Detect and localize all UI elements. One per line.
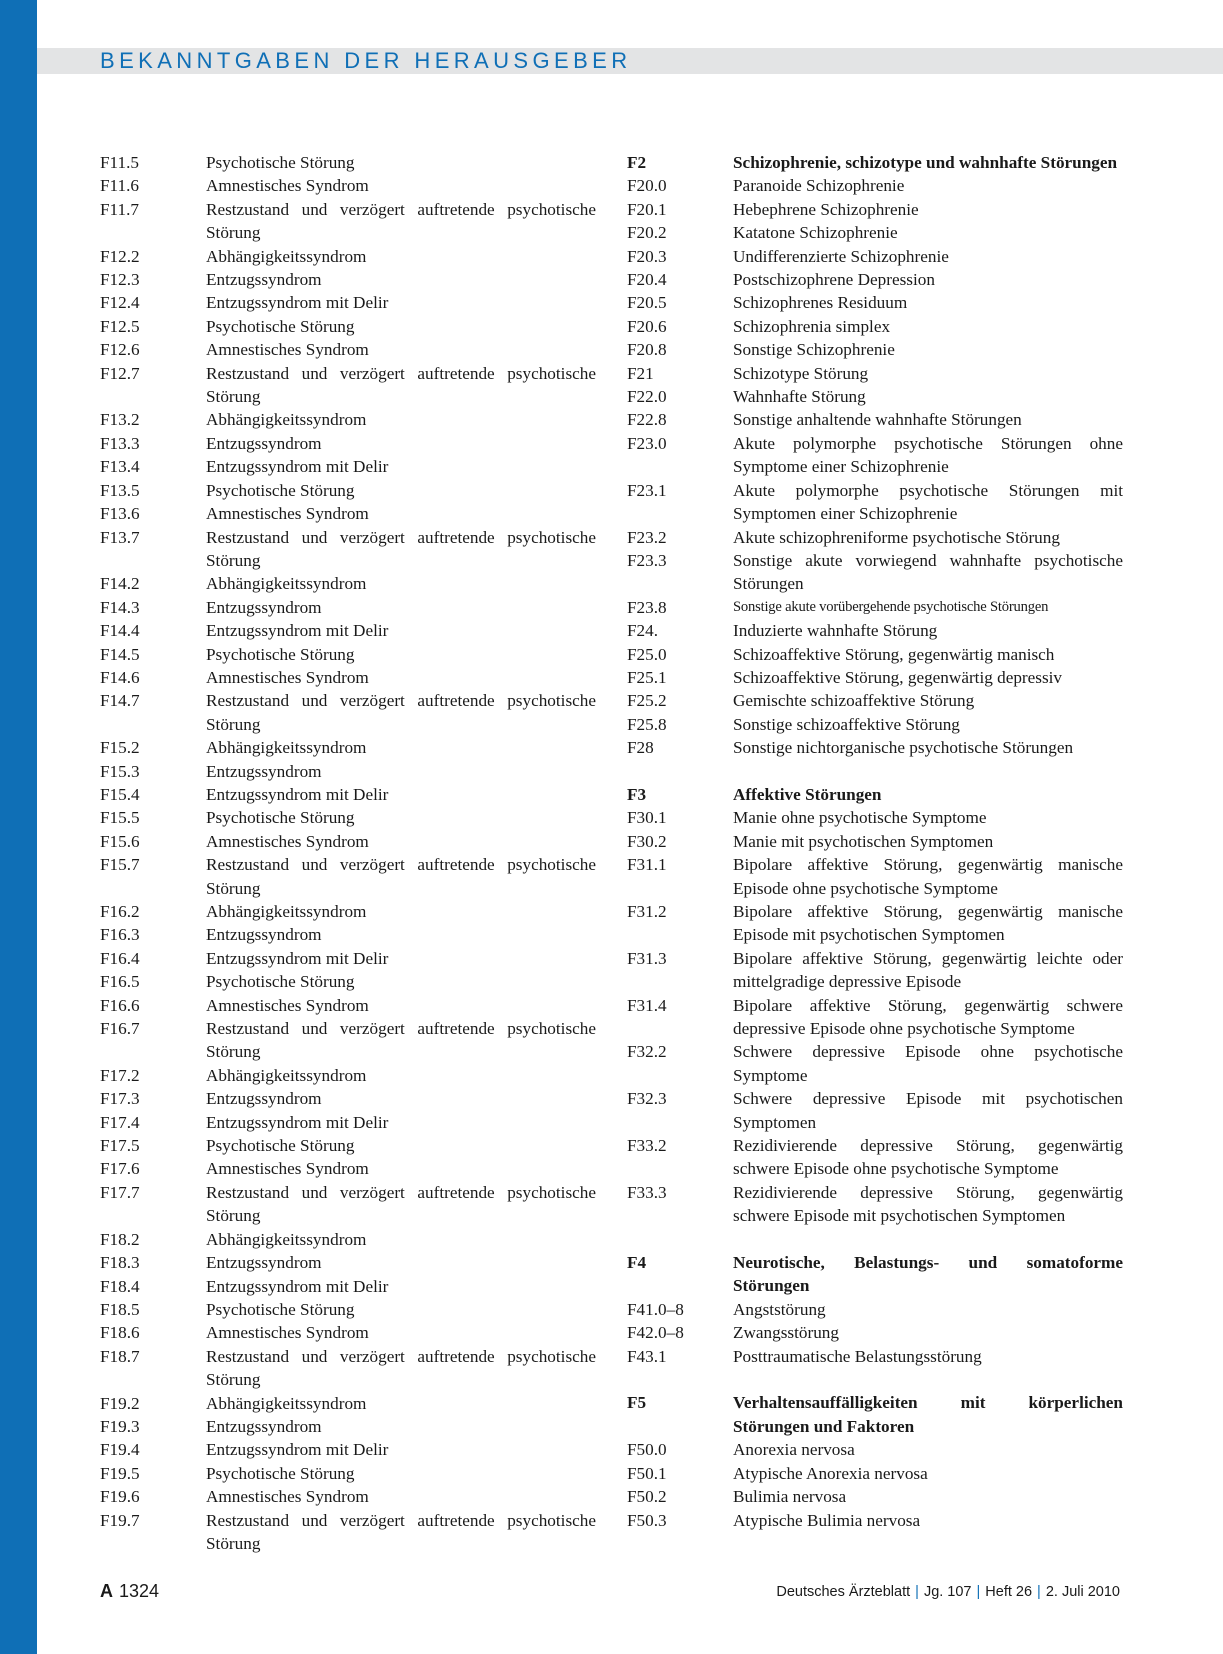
diagnosis-text: Bulimia nervosa xyxy=(733,1487,847,1507)
diagnosis-entry xyxy=(100,572,596,595)
diagnosis-text: Restzustand und verzögert auftretende psychotische Störung xyxy=(206,1510,596,1553)
diagnosis-entry xyxy=(100,502,596,525)
journal-date: 2. Juli 2010 xyxy=(1045,1584,1120,1600)
icd-code: F18.3 xyxy=(100,1253,140,1273)
icd-code: F15.4 xyxy=(100,784,140,804)
icd-code: F16.4 xyxy=(100,948,140,968)
icd-code: F14.6 xyxy=(100,667,140,687)
diagnosis-entry xyxy=(100,174,596,197)
icd-code: F13.6 xyxy=(100,504,140,524)
diagnosis-entry xyxy=(627,666,1123,689)
icd-code: F17.3 xyxy=(100,1089,140,1109)
diagnosis-text: Restzustand und verzögert auftretende psychotische Störung xyxy=(206,363,596,407)
diagnosis-text: Sonstige nichtorganische psychotische Störungen xyxy=(733,738,1074,758)
icd-code: F5 xyxy=(627,1393,647,1413)
diagnosis-entry xyxy=(627,1462,1123,1485)
diagnosis-text: Zwangsstörung xyxy=(733,1323,839,1343)
icd-code: F21 xyxy=(627,363,654,383)
icd-code: F31.3 xyxy=(627,948,667,968)
diagnosis-text: Abhängigkeitssyndrom xyxy=(206,574,367,594)
icd-code: F17.2 xyxy=(100,1065,140,1085)
diagnosis-entry xyxy=(100,783,596,806)
icd-code: F25.2 xyxy=(627,691,667,711)
diagnosis-text: Restzustand und verzögert auftretende psychotische Störung xyxy=(206,691,596,734)
diagnosis-entry xyxy=(100,830,596,853)
diagnosis-text: Restzustand und verzögert auftretende psychotische Störung xyxy=(206,527,596,570)
diagnosis-text: Akute polymorphe psychotische Störungen mit Symptomen einer Schizophrenie xyxy=(733,480,1123,524)
diagnosis-entry xyxy=(100,806,596,829)
icd-code: F17.5 xyxy=(100,1136,140,1156)
icd-code: F22.0 xyxy=(627,387,667,407)
icd-code: F16.3 xyxy=(100,925,140,945)
diagnosis-text: Schwere depressive Episode mit psychotischen Symptomen xyxy=(733,1089,1123,1132)
diagnosis-text: Gemischte schizoaffektive Störung xyxy=(733,691,975,711)
icd-code: F32.3 xyxy=(627,1089,667,1109)
diagnosis-entry xyxy=(100,1462,596,1485)
diagnosis-text: Katatone Schizophrenie xyxy=(733,223,898,243)
diagnosis-text: Amnestisches Syndrom xyxy=(206,176,369,196)
icd-code: F23.0 xyxy=(627,433,667,453)
diagnosis-text: Entzugssyndrom mit Delir xyxy=(206,457,389,477)
icd-code: F32.2 xyxy=(627,1042,667,1062)
diagnosis-text: Akute schizophreniforme psychotische Störung xyxy=(733,527,1060,547)
icd-code: F16.7 xyxy=(100,1019,140,1039)
diagnosis-entry xyxy=(627,994,1123,1041)
section-heading xyxy=(627,1391,1123,1438)
diagnosis-entry xyxy=(627,643,1123,666)
icd-code: F11.5 xyxy=(100,153,139,172)
diagnosis-entry xyxy=(100,315,596,338)
icd-code: F15.7 xyxy=(100,855,140,875)
diagnosis-entry xyxy=(100,1321,596,1344)
section-heading xyxy=(627,783,1123,806)
section-heading xyxy=(627,151,1123,174)
icd-code: F43.1 xyxy=(627,1346,667,1366)
diagnosis-text: Amnestisches Syndrom xyxy=(206,831,369,851)
diagnosis-text: Angststörung xyxy=(733,1299,826,1319)
left-column xyxy=(100,151,596,1555)
diagnosis-text: Sonstige Schizophrenie xyxy=(733,340,895,360)
journal-name: Deutsches Ärzteblatt xyxy=(776,1584,911,1600)
icd-code: F17.4 xyxy=(100,1112,140,1132)
icd-code: F30.2 xyxy=(627,831,667,851)
diagnosis-text: Amnestisches Syndrom xyxy=(206,504,369,524)
icd-code: F15.3 xyxy=(100,761,140,781)
icd-code: F13.7 xyxy=(100,527,140,547)
icd-code: F15.5 xyxy=(100,808,140,828)
icd-code: F2 xyxy=(627,153,647,172)
diagnosis-entry xyxy=(627,1298,1123,1321)
icd-code: F15.2 xyxy=(100,738,140,758)
icd-code: F14.4 xyxy=(100,621,140,641)
diagnosis-text: Schizophrenes Residuum xyxy=(733,293,908,313)
diagnosis-entry xyxy=(627,619,1123,642)
diagnosis-text: Posttraumatische Belastungsstörung xyxy=(733,1346,982,1366)
diagnosis-entry xyxy=(627,1321,1123,1344)
diagnosis-entry xyxy=(627,900,1123,947)
diagnosis-entry xyxy=(627,268,1123,291)
icd-code: F25.8 xyxy=(627,714,667,734)
diagnosis-text: Schizotype Störung xyxy=(733,363,869,383)
diagnosis-text: Schwere depressive Episode ohne psychotische Symptome xyxy=(733,1042,1123,1085)
icd-code: F16.5 xyxy=(100,972,140,992)
diagnosis-text: Entzugssyndrom mit Delir xyxy=(206,784,389,804)
diagnosis-entry xyxy=(100,268,596,291)
diagnosis-text: Undifferenzierte Schizophrenie xyxy=(733,246,949,266)
diagnosis-text: Restzustand und verzögert auftretende psychotische Störung xyxy=(206,199,596,243)
icd-code: F20.4 xyxy=(627,270,667,290)
separator: | xyxy=(1037,1584,1041,1600)
diagnosis-text: Psychotische Störung xyxy=(206,644,355,664)
icd-code: F20.6 xyxy=(627,316,667,336)
diagnosis-text: Bipolare affektive Störung, gegenwärtig leichte oder mittelgradige depressive Episode xyxy=(733,948,1123,992)
diagnosis-text: Entzugssyndrom mit Delir xyxy=(206,293,389,313)
diagnosis-text: Restzustand und verzögert auftretende psychotische Störung xyxy=(206,1019,596,1062)
diagnosis-entry xyxy=(627,291,1123,314)
diagnosis-entry xyxy=(627,432,1123,479)
diagnosis-entry xyxy=(627,198,1123,221)
diagnosis-text: Sonstige akute vorübergehende psychotische Störungen xyxy=(733,598,1049,615)
icd-code: F4 xyxy=(627,1253,647,1273)
diagnosis-entry xyxy=(627,806,1123,829)
icd-code: F28 xyxy=(627,738,654,758)
journal-citation xyxy=(776,1582,1120,1602)
diagnosis-text: Bipolare affektive Störung, gegenwärtig schwere depressive Episode ohne psychotische Symptome xyxy=(733,995,1123,1039)
diagnosis-text: Sonstige akute vorwiegend wahnhafte psychotische Störungen xyxy=(733,550,1123,594)
diagnosis-text: Psychotische Störung xyxy=(206,316,355,336)
diagnosis-entry xyxy=(100,947,596,970)
diagnosis-text: Affektive Störungen xyxy=(733,784,882,804)
icd-code: F18.6 xyxy=(100,1323,140,1343)
diagnosis-text: Neurotische, Belastungs- und somatoforme Störungen xyxy=(733,1253,1123,1296)
diagnosis-entry xyxy=(627,947,1123,994)
diagnosis-text: Sonstige schizoaffektive Störung xyxy=(733,714,960,734)
icd-code: F20.5 xyxy=(627,293,667,313)
icd-code: F18.2 xyxy=(100,1229,140,1249)
icd-code: F14.5 xyxy=(100,644,140,664)
icd-code: F14.7 xyxy=(100,691,140,711)
icd-code: F13.3 xyxy=(100,433,140,453)
icd-code: F3 xyxy=(627,784,647,804)
diagnosis-text: Rezidivierende depressive Störung, gegenwärtig schwere Episode ohne psychotische Symptome xyxy=(733,1136,1123,1179)
diagnosis-entry xyxy=(100,1298,596,1321)
diagnosis-text: Restzustand und verzögert auftretende psychotische Störung xyxy=(206,1182,596,1226)
icd-code: F42.0–8 xyxy=(627,1323,684,1343)
icd-code: F19.7 xyxy=(100,1510,140,1530)
icd-code: F20.8 xyxy=(627,340,667,360)
diagnosis-entry xyxy=(100,198,596,245)
icd-code: F15.6 xyxy=(100,831,140,851)
section-heading xyxy=(627,1251,1123,1298)
diagnosis-text: Schizophrenie, schizotype und wahnhafte Störungen xyxy=(733,153,1118,172)
diagnosis-text: Verhaltensauffälligkeiten mit körperlichen Störungen und Faktoren xyxy=(733,1393,1123,1436)
diagnosis-text: Entzugssyndrom mit Delir xyxy=(206,1112,389,1132)
icd-code: F13.4 xyxy=(100,457,140,477)
diagnosis-entry xyxy=(100,643,596,666)
diagnosis-text: Entzugssyndrom xyxy=(206,597,322,617)
icd-code: F19.3 xyxy=(100,1416,140,1436)
diagnosis-text: Abhängigkeitssyndrom xyxy=(206,1065,367,1085)
diagnosis-text: Abhängigkeitssyndrom xyxy=(206,1393,367,1413)
icd-code: F12.6 xyxy=(100,340,140,360)
diagnosis-text: Amnestisches Syndrom xyxy=(206,667,369,687)
diagnosis-entry xyxy=(100,526,596,573)
icd-code: F11.6 xyxy=(100,176,139,196)
diagnosis-text: Postschizophrene Depression xyxy=(733,270,935,290)
diagnosis-entry xyxy=(627,1485,1123,1508)
diagnosis-entry xyxy=(100,1392,596,1415)
diagnosis-entry xyxy=(627,689,1123,712)
diagnosis-text: Abhängigkeitssyndrom xyxy=(206,1229,367,1249)
diagnosis-text: Entzugssyndrom mit Delir xyxy=(206,948,389,968)
icd-code: F13.2 xyxy=(100,410,140,430)
diagnosis-entry xyxy=(627,736,1123,759)
diagnosis-entry xyxy=(100,338,596,361)
diagnosis-text: Entzugssyndrom xyxy=(206,270,322,290)
diagnosis-entry xyxy=(627,1181,1123,1228)
diagnosis-entry xyxy=(100,1415,596,1438)
diagnosis-entry xyxy=(627,1509,1123,1532)
diagnosis-text: Rezidivierende depressive Störung, gegenwärtig schwere Episode mit psychotischen Symptomen xyxy=(733,1182,1123,1226)
icd-code: F23.1 xyxy=(627,480,667,500)
diagnosis-text: Entzugssyndrom mit Delir xyxy=(206,621,389,641)
section-header-title: BEKANNTGABEN DER HERAUSGEBER xyxy=(100,48,632,73)
icd-code: F23.3 xyxy=(627,550,667,570)
icd-code: F41.0–8 xyxy=(627,1299,684,1319)
diagnosis-text: Manie mit psychotischen Symptomen xyxy=(733,831,994,851)
diagnosis-text: Psychotische Störung xyxy=(206,1463,355,1483)
icd-code: F17.6 xyxy=(100,1159,140,1179)
diagnosis-entry xyxy=(627,526,1123,549)
diagnosis-text: Wahnhafte Störung xyxy=(733,387,866,407)
diagnosis-text: Hebephrene Schizophrenie xyxy=(733,199,919,219)
diagnosis-entry xyxy=(100,994,596,1017)
diagnosis-text: Entzugssyndrom xyxy=(206,1089,322,1109)
icd-code: F20.3 xyxy=(627,246,667,266)
diagnosis-text: Abhängigkeitssyndrom xyxy=(206,902,367,921)
diagnosis-entry xyxy=(100,151,596,174)
icd-code: F50.1 xyxy=(627,1463,667,1483)
icd-code: F13.5 xyxy=(100,480,140,500)
diagnosis-text: Entzugssyndrom xyxy=(206,1416,322,1436)
icd-code: F19.2 xyxy=(100,1393,140,1413)
diagnosis-entry xyxy=(627,1345,1123,1368)
diagnosis-entry xyxy=(100,1438,596,1461)
icd-code: F19.5 xyxy=(100,1463,140,1483)
icd-code: F23.8 xyxy=(627,597,667,617)
icd-code: F24. xyxy=(627,621,659,641)
diagnosis-entry xyxy=(100,1087,596,1110)
diagnosis-entry xyxy=(100,596,596,619)
diagnosis-entry xyxy=(100,853,596,900)
diagnosis-entry xyxy=(100,455,596,478)
diagnosis-entry xyxy=(627,830,1123,853)
diagnosis-text: Akute polymorphe psychotische Störungen ohne Symptome einer Schizophrenie xyxy=(733,433,1123,477)
diagnosis-entry xyxy=(627,174,1123,197)
diagnosis-text: Abhängigkeitssyndrom xyxy=(206,738,367,758)
diagnosis-text: Manie ohne psychotische Symptome xyxy=(733,808,987,828)
icd-code: F18.5 xyxy=(100,1299,140,1319)
diagnosis-entry xyxy=(100,1111,596,1134)
diagnosis-text: Anorexia nervosa xyxy=(733,1440,855,1460)
icd-code: F31.1 xyxy=(627,855,667,875)
icd-code: F17.7 xyxy=(100,1182,140,1202)
diagnosis-entry xyxy=(100,1275,596,1298)
journal-volume: Jg. 107 xyxy=(923,1584,972,1600)
diagnosis-entry xyxy=(100,900,596,923)
diagnosis-text: Amnestisches Syndrom xyxy=(206,1487,369,1507)
diagnosis-entry xyxy=(627,362,1123,385)
icd-code: F20.0 xyxy=(627,176,667,196)
icd-code: F22.8 xyxy=(627,410,667,430)
diagnosis-entry xyxy=(627,549,1123,596)
diagnosis-entry xyxy=(100,1485,596,1508)
diagnosis-text: Amnestisches Syndrom xyxy=(206,1159,369,1179)
diagnosis-text: Entzugssyndrom xyxy=(206,1253,322,1273)
icd-code: F19.4 xyxy=(100,1440,140,1460)
diagnosis-text: Amnestisches Syndrom xyxy=(206,995,369,1015)
diagnosis-text: Psychotische Störung xyxy=(206,153,355,172)
diagnosis-entry xyxy=(100,1228,596,1251)
diagnosis-entry xyxy=(100,245,596,268)
diagnosis-entry xyxy=(100,291,596,314)
icd-code: F25.1 xyxy=(627,667,667,687)
icd-code: F12.7 xyxy=(100,363,140,383)
icd-code: F12.5 xyxy=(100,316,140,336)
diagnosis-text: Abhängigkeitssyndrom xyxy=(206,246,367,266)
diagnosis-entry xyxy=(100,362,596,409)
icd-code: F23.2 xyxy=(627,527,667,547)
icd-code: F18.7 xyxy=(100,1346,140,1366)
diagnosis-text: Entzugssyndrom mit Delir xyxy=(206,1276,389,1296)
icd-code: F16.2 xyxy=(100,902,140,921)
icd-code: F12.3 xyxy=(100,270,140,290)
diagnosis-text: Bipolare affektive Störung, gegenwärtig manische Episode ohne psychotische Symptome xyxy=(733,855,1123,898)
diagnosis-entry xyxy=(100,760,596,783)
icd-code: F33.2 xyxy=(627,1136,667,1156)
diagnosis-text: Atypische Bulimia nervosa xyxy=(733,1510,921,1530)
diagnosis-text: Restzustand und verzögert auftretende psychotische Störung xyxy=(206,1346,596,1390)
diagnosis-entry xyxy=(627,385,1123,408)
diagnosis-entry xyxy=(100,1509,596,1556)
icd-code: F12.2 xyxy=(100,246,140,266)
icd-code: F19.6 xyxy=(100,1487,140,1507)
diagnosis-text: Entzugssyndrom xyxy=(206,925,322,945)
diagnosis-entry xyxy=(100,432,596,455)
diagnosis-text: Induzierte wahnhafte Störung xyxy=(733,621,938,641)
diagnosis-text: Abhängigkeitssyndrom xyxy=(206,410,367,430)
diagnosis-entry xyxy=(100,479,596,502)
diagnosis-entry xyxy=(627,713,1123,736)
diagnosis-entry xyxy=(627,1438,1123,1461)
diagnosis-entry xyxy=(627,479,1123,526)
diagnosis-entry xyxy=(100,689,596,736)
diagnosis-text: Amnestisches Syndrom xyxy=(206,340,369,360)
diagnosis-entry xyxy=(627,338,1123,361)
diagnosis-entry xyxy=(100,970,596,993)
diagnosis-text: Entzugssyndrom xyxy=(206,761,322,781)
icd-code: F50.2 xyxy=(627,1487,667,1507)
diagnosis-entry xyxy=(100,619,596,642)
diagnosis-text: Entzugssyndrom mit Delir xyxy=(206,1440,389,1460)
icd-code: F50.3 xyxy=(627,1510,667,1530)
diagnosis-entry xyxy=(627,315,1123,338)
icd-code: F18.4 xyxy=(100,1276,140,1296)
diagnosis-entry xyxy=(627,221,1123,244)
icd-code: F20.1 xyxy=(627,199,667,219)
diagnosis-text: Entzugssyndrom xyxy=(206,433,322,453)
diagnosis-entry xyxy=(627,245,1123,268)
icd-code: F20.2 xyxy=(627,223,667,243)
diagnosis-entry xyxy=(627,1040,1123,1087)
page-number-value: 1324 xyxy=(119,1581,160,1601)
diagnosis-entry xyxy=(100,1064,596,1087)
separator: | xyxy=(915,1584,919,1600)
diagnosis-text: Schizoaffektive Störung, gegenwärtig manisch xyxy=(733,644,1055,664)
diagnosis-entry xyxy=(100,666,596,689)
right-column xyxy=(627,151,1123,1532)
diagnosis-entry xyxy=(100,736,596,759)
diagnosis-entry xyxy=(627,853,1123,900)
diagnosis-entry xyxy=(627,408,1123,431)
diagnosis-text: Paranoide Schizophrenie xyxy=(733,176,905,196)
page-number xyxy=(100,1580,159,1602)
icd-code: F50.0 xyxy=(627,1440,667,1460)
icd-code: F14.3 xyxy=(100,597,140,617)
diagnosis-text: Atypische Anorexia nervosa xyxy=(733,1463,928,1483)
icd-code: F12.4 xyxy=(100,293,140,313)
diagnosis-text: Sonstige anhaltende wahnhafte Störungen xyxy=(733,410,1022,430)
icd-code: F33.3 xyxy=(627,1182,667,1202)
diagnosis-entry xyxy=(627,1134,1123,1181)
diagnosis-entry xyxy=(627,1087,1123,1134)
diagnosis-text: Psychotische Störung xyxy=(206,480,355,500)
diagnosis-text: Psychotische Störung xyxy=(206,808,355,828)
diagnosis-entry xyxy=(100,1134,596,1157)
icd-code: F31.2 xyxy=(627,901,667,921)
diagnosis-text: Restzustand und verzögert auftretende psychotische Störung xyxy=(206,855,596,898)
side-accent-bar xyxy=(0,0,37,1654)
diagnosis-entry xyxy=(100,408,596,431)
diagnosis-entry xyxy=(100,1345,596,1392)
page-prefix: A xyxy=(100,1581,113,1601)
diagnosis-entry xyxy=(627,596,1123,619)
separator: | xyxy=(976,1584,981,1600)
diagnosis-entry xyxy=(100,923,596,946)
diagnosis-entry xyxy=(100,1157,596,1180)
diagnosis-entry xyxy=(100,1017,596,1064)
diagnosis-text: Amnestisches Syndrom xyxy=(206,1323,369,1343)
icd-code: F31.4 xyxy=(627,995,667,1015)
icd-code: F30.1 xyxy=(627,808,667,828)
diagnosis-text: Psychotische Störung xyxy=(206,1136,355,1156)
icd-code: F25.0 xyxy=(627,644,667,664)
diagnosis-text: Psychotische Störung xyxy=(206,972,355,992)
diagnosis-text: Schizophrenia simplex xyxy=(733,316,891,336)
diagnosis-text: Psychotische Störung xyxy=(206,1299,355,1319)
diagnosis-text: Schizoaffektive Störung, gegenwärtig depressiv xyxy=(733,667,1063,687)
icd-code: F16.6 xyxy=(100,995,140,1015)
diagnosis-entry xyxy=(100,1181,596,1228)
diagnosis-text: Bipolare affektive Störung, gegenwärtig manische Episode mit psychotischen Symptomen xyxy=(733,901,1123,945)
icd-code: F11.7 xyxy=(100,199,139,219)
journal-issue: Heft 26 xyxy=(985,1584,1033,1600)
icd-code: F14.2 xyxy=(100,574,140,594)
diagnosis-entry xyxy=(100,1251,596,1274)
